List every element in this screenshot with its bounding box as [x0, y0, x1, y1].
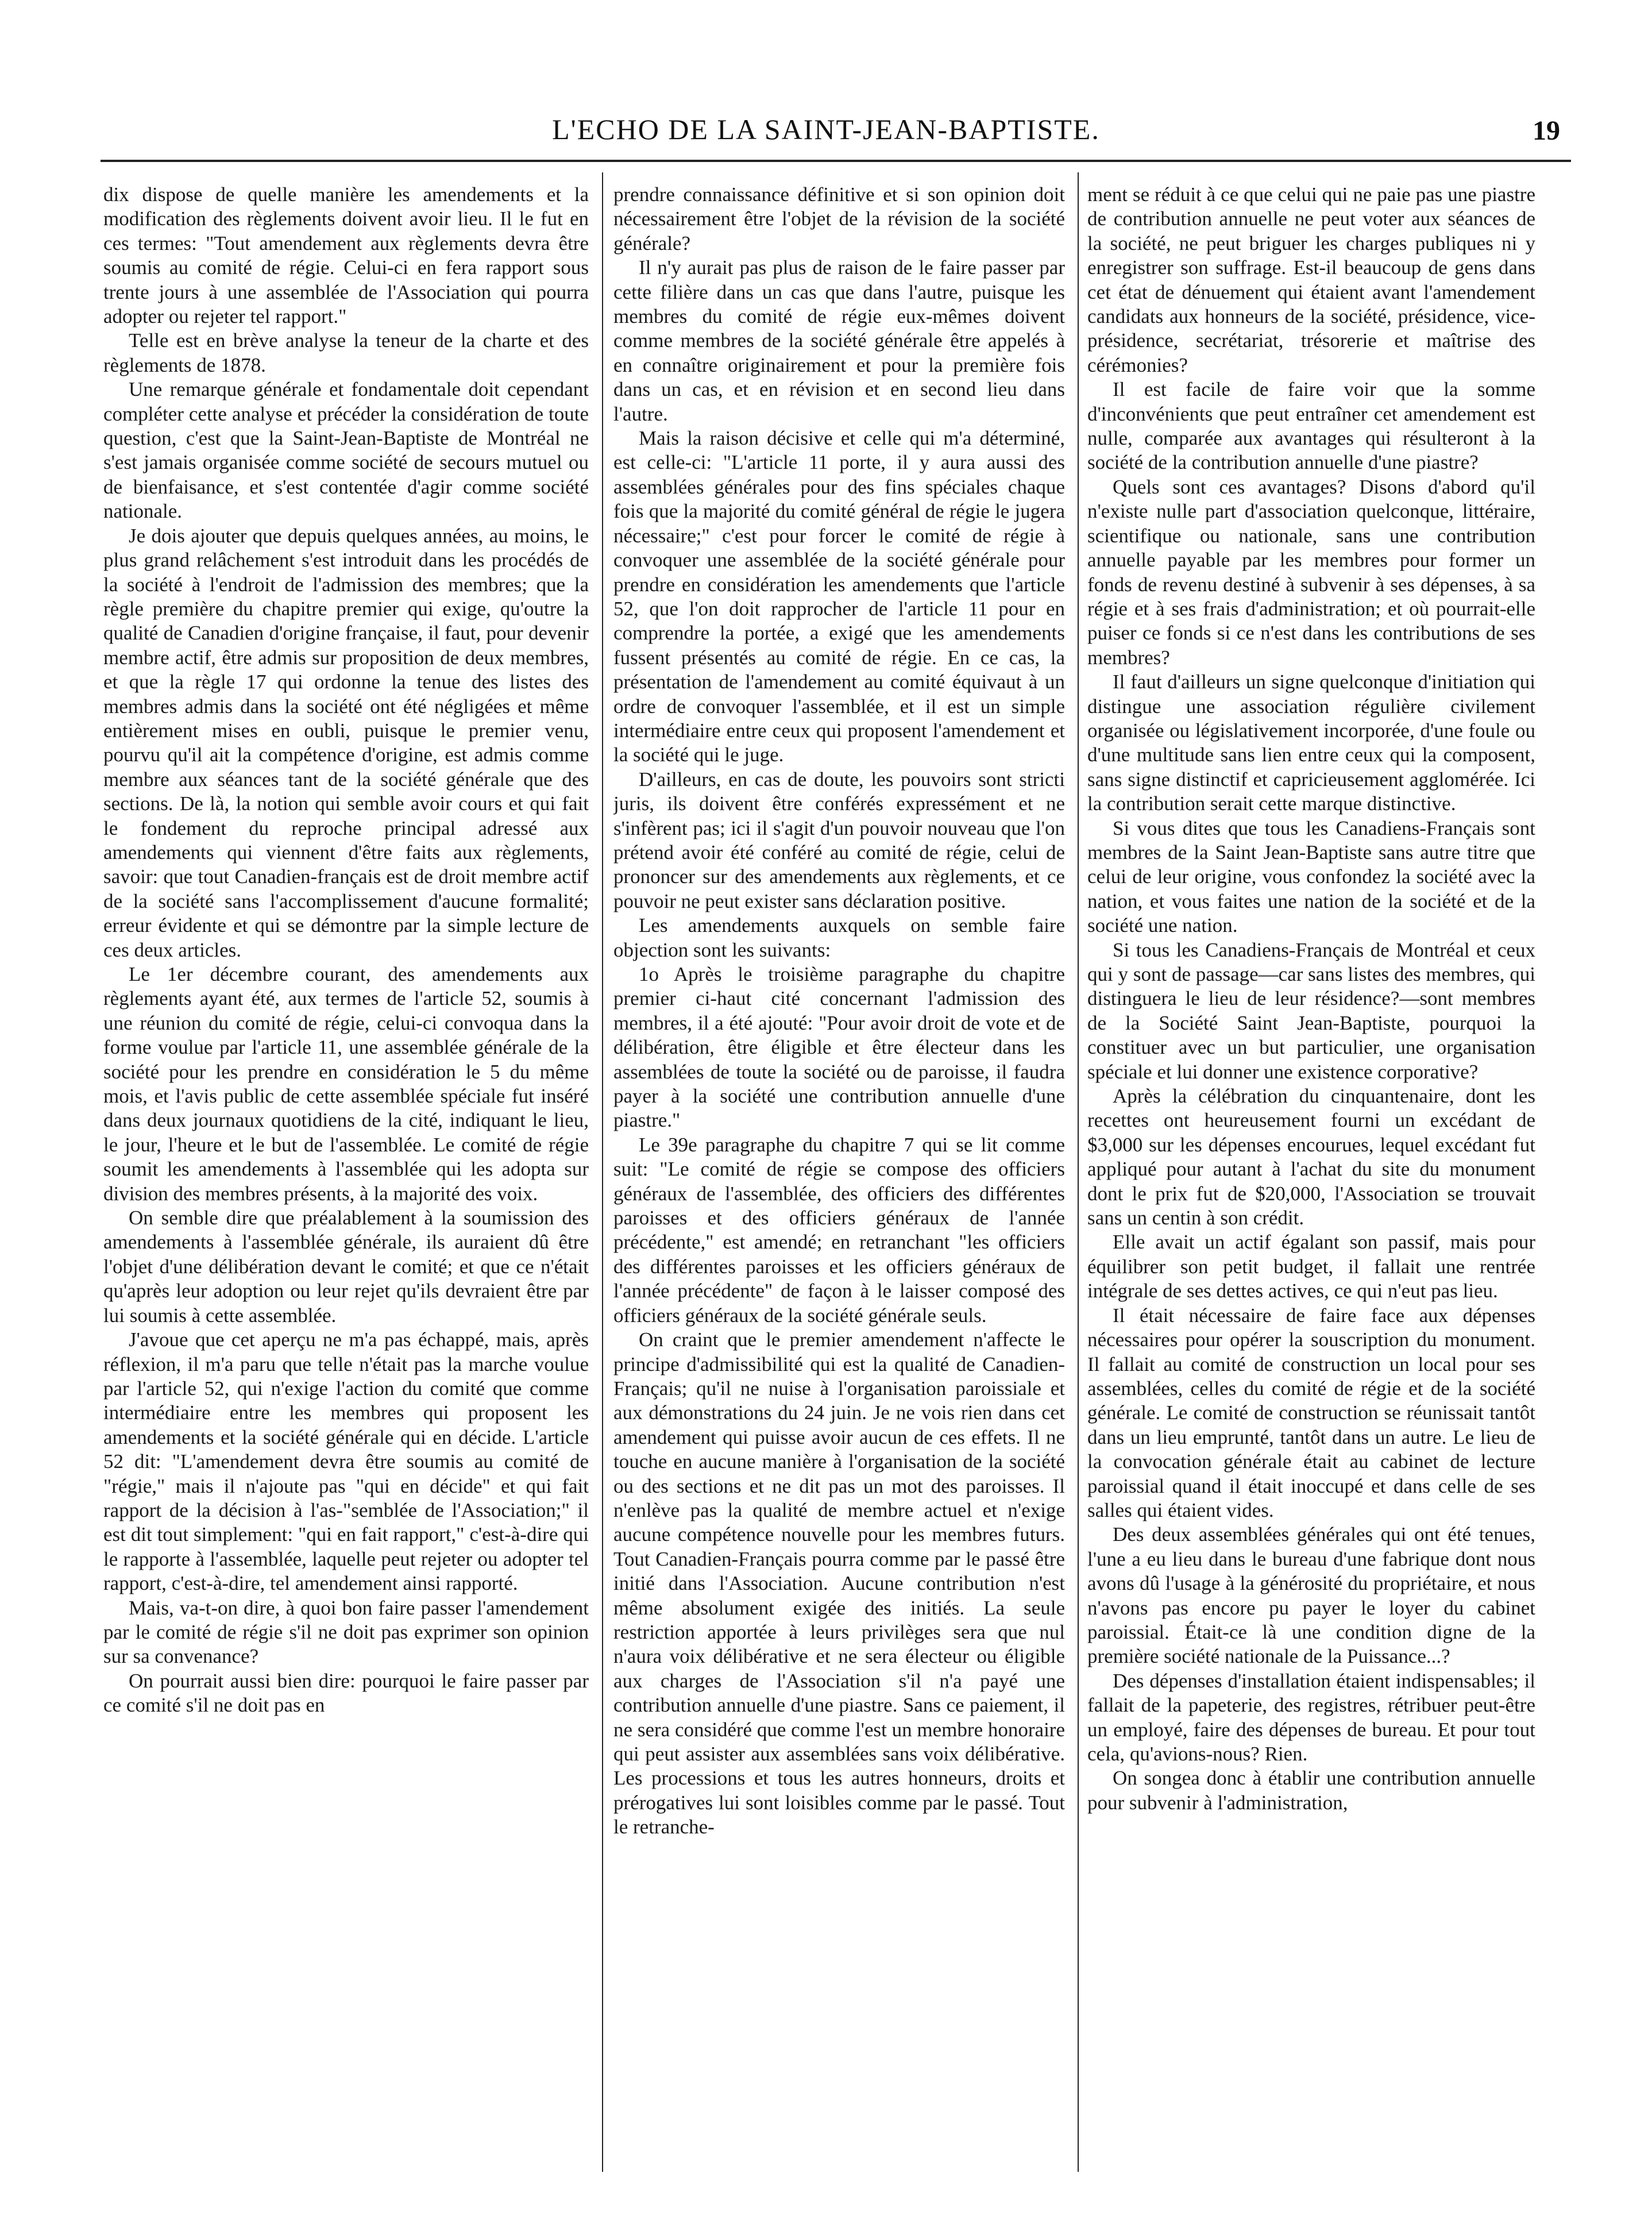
paragraph: Une remarque générale et fondamentale doit cependant compléter cette analyse et précéder la considération de toute question, c'est que la Saint-Jean-Baptiste de Montréal ne s'est jamais organisée comme société de secours mutuel ou de bienfaisance, et s'est contentée d'agir comme société nationale. — [103, 378, 589, 523]
paragraph: On songea donc à établir une contribution annuelle pour subvenir à l'administration, — [1087, 1767, 1535, 1814]
paragraph: D'ailleurs, en cas de doute, les pouvoirs sont stricti juris, ils doivent être conférés expressément et ne s'infèrent pas; ici il s'agit d'un pouvoir nouveau que l'on prétend avoir été conféré au comité de régie, celui de prononcer sur des amendements aux règlements, et ce pouvoir ne peut exister sans déclaration positive. — [613, 768, 1065, 912]
paragraph: Mais la raison décisive et celle qui m'a déterminé, est celle-ci: "L'article 11 porte, il y aura aussi des assemblées générales pour des fins spéciales chaque fois que la majorité du comité général de régie le jugera nécessaire;" c'est pour forcer le comité de régie à convoquer une assemblée de la société générale pour prendre en considération les amendements que l'article 52, que l'on doit rapprocher de l'article 11 pour en comprendre la portée, a exigé que les amendements fussent présentés au comité de régie. En ce cas, la présentation de l'amendement au comité équivaut à un ordre de convoquer l'assemblée, et il est un simple intermédiaire entre ceux qui proposent l'amendement et la société qui le juge. — [613, 427, 1065, 766]
paragraph: Des dépenses d'installation étaient indispensables; il fallait de la papeterie, des registres, rétribuer peut-être un employé, faire des dépenses de bureau. Et pour tout cela, qu'avions-nous? Rien. — [1087, 1669, 1535, 1765]
paragraph: prendre connaissance définitive et si son opinion doit nécessairement être l'objet de la révision de la société générale? — [613, 183, 1065, 255]
header-rule — [101, 160, 1571, 162]
paragraph: Des deux assemblées générales qui ont été tenues, l'une a eu lieu dans le bureau d'une fabrique dont nous avons dû l'usage à la générosité du propriétaire, et nous n'avons pas encore pu payer le loyer du cabinet paroissial. Était-ce là une condition digne de la première société nationale de la Puissance...? — [1087, 1523, 1535, 1668]
paragraph: Elle avait un actif égalant son passif, mais pour équilibrer son petit budget, il fallait une rentrée intégrale de ses dettes actives, ce qui n'eut pas lieu. — [1087, 1231, 1535, 1303]
paragraph: Quels sont ces avantages? Disons d'abord qu'il n'existe nulle part d'association quelconque, littéraire, scientifique ou nationale, sans une contribution annuelle payable par les membres pour former un fonds de revenu destiné à subvenir à ses dépenses, à sa régie et à ses frais d'administration; et où pourrait-elle puiser ce fonds si ce n'est dans les contributions de ses membres? — [1087, 475, 1535, 669]
paragraph: Les amendements auxquels on semble faire objection sont les suivants: — [613, 914, 1065, 961]
paragraph: ment se réduit à ce que celui qui ne paie pas une piastre de contribution annuelle ne peut voter aux séances de la société, ne peut briguer les charges publiques ni y enregistrer son suffrage. Est-il beaucoup de gens dans cet état de dénuement qui étaient avant l'amendement candidats aux honneurs de la société, présidence, vice-présidence, secrétariat, trésorerie et maîtrise des cérémonies? — [1087, 183, 1535, 376]
paragraph: dix dispose de quelle manière les amendements et la modification des règlements doivent avoir lieu. Il le fut en ces termes: "Tout amendement aux règlements devra être soumis au comité de régie. Celui-ci en fera rapport sous trente jours à une assemblée de l'Association qui pourra adopter ou rejeter tel rapport." — [103, 183, 589, 328]
page-number: 19 — [1533, 115, 1560, 146]
text-column-3 — [1087, 183, 1535, 2194]
paragraph: J'avoue que cet aperçu ne m'a pas échappé, mais, après réflexion, il m'a paru que telle n'était pas la marche voulue par l'article 52, qui n'exige l'action du comité que comme intermédiaire entre les membres qui proposent les amendements et la société générale qui en décide. L'article 52 dit: "L'amendement devra être soumis au comité de "régie," mais il n'ajoute pas "qui en décide" et qui fait rapport de la décision à l'as-"semblée de l'Association;" il est dit tout simplement: "qui en fait rapport," c'est-à-dire qui le rapporte à l'assemblée, laquelle peut rejeter ou adopter tel rapport, c'est-à-dire, tel amendement ainsi rapporté. — [103, 1328, 589, 1595]
paragraph: Le 39e paragraphe du chapitre 7 qui se lit comme suit: "Le comité de régie se compose des officiers généraux de l'assemblée, des officiers des différentes paroisses et des officiers généraux de l'année précédente," est amendé; en retranchant "les officiers des différentes paroisses et les officiers généraux de l'année précédente" de façon à le laisser composé des officiers généraux de la société générale seuls. — [613, 1133, 1065, 1327]
column-divider-1 — [602, 172, 603, 2172]
paragraph: Si tous les Canadiens-Français de Montréal et ceux qui y sont de passage—car sans listes des membres, qui distinguera le lieu de leur résidence?—sont membres de la Société Saint Jean-Baptiste, pourquoi la constituer avec un but particulier, une organisation spéciale et lui donner une existence corporative? — [1087, 938, 1535, 1083]
paragraph: Si vous dites que tous les Canadiens-Français sont membres de la Saint Jean-Baptiste sans autre titre que celui de leur origine, vous confondez la société avec la nation, et vous faites une nation de la société et de la société une nation. — [1087, 816, 1535, 937]
paragraph: On craint que le premier amendement n'affecte le principe d'admissibilité qui est la qualité de Canadien-Français; qu'il ne nuise à l'organisation paroissiale et aux démonstrations du 24 juin. Je ne vois rien dans cet amendement qui puisse avoir aucun de ces effets. Il ne touche en aucune manière à l'organisation de la société ou des sections et ne dit pas un mot des paroisses. Il n'enlève pas la qualité de membre actuel et n'exige aucune compétence nouvelle pour les membres futurs. Tout Canadien-Français pourra comme par le passé être initié dans l'Association. Aucune contribution n'est même absolument exigée des initiés. La seule restriction apportée à leurs privilèges sera que nul n'aura voix délibérative et ne sera électeur ou éligible aux charges de l'Association s'il n'a payé une contribution annuelle d'une piastre. Sans ce paiement, il ne sera considéré que comme l'est un membre honoraire qui peut assister aux assemblées sans voix délibérative. Les processions et tous les autres honneurs, droits et prérogatives lui sont loisibles comme par le passé. Tout le retranche- — [613, 1328, 1065, 1839]
paragraph: Il faut d'ailleurs un signe quelconque d'initiation qui distingue une association régulière civilement organisée ou législativement incorporée, d'une foule ou d'une multitude sans lien entre ceux qui la composent, sans signe distinctif et capricieusement agglomérée. Ici la contribution serait cette marque distinctive. — [1087, 671, 1535, 815]
paragraph: On pourrait aussi bien dire: pourquoi le faire passer par ce comité s'il ne doit pas en — [103, 1669, 589, 1717]
page-header-title: L'ECHO DE LA SAINT-JEAN-BAPTISTE. — [552, 113, 1100, 145]
paragraph: Mais, va-t-on dire, à quoi bon faire passer l'amendement par le comité de régie s'il ne doit pas exprimer son opinion sur sa convenance? — [103, 1596, 589, 1668]
paragraph: Il n'y aurait pas plus de raison de le faire passer par cette filière dans un cas que dans l'autre, puisque les membres du comité de régie eux-mêmes doivent comme membres de la société générale être appelés à en connaître originairement et pour la première fois dans un cas, et en révision et en second lieu dans l'autre. — [613, 256, 1065, 425]
paragraph: Le 1er décembre courant, des amendements aux règlements ayant été, aux termes de l'article 52, soumis à une réunion du comité de régie, celui-ci convoqua dans la forme voulue par l'article 11, une assemblée générale de la société pour les prendre en considération le 5 du même mois, et l'avis public de cette assemblée spéciale fut inséré dans deux journaux quotidiens de la cité, indiquant le lieu, le jour, l'heure et le but de l'assemblée. Le comité de régie soumit les amendements à l'assemblée qui les adopta sur division des membres présents, à la majorité des voix. — [103, 963, 589, 1205]
paragraph: Telle est en brève analyse la teneur de la charte et des règlements de 1878. — [103, 329, 589, 376]
paragraph: Je dois ajouter que depuis quelques années, au moins, le plus grand relâchement s'est introduit dans les procédés de la société à l'endroit de l'admission des membres; que la règle première du chapitre premier qui exige, qu'outre la qualité de Canadien d'origine française, il faut, pour devenir membre actif, être admis sur proposition de deux membres, et que la règle 17 qui ordonne la tenue des listes des membres admis dans la société ont été négligées et même entièrement mises en oubli, puisque le premier venu, pourvu qu'il ait la compétence d'origine, est admis comme membre aux séances tant de la société générale que des sections. De là, la notion qui semble avoir cours et qui fait le fondement du reproche principal adressé aux amendements qui viennent d'être faits aux règlements, savoir: que tout Canadien-français est de droit membre actif de la société sans l'accomplissement d'aucune formalité; erreur évidente et qui se démontre par la simple lecture de ces deux articles. — [103, 524, 589, 961]
paragraph: Il est facile de faire voir que la somme d'inconvénients que peut entraîner cet amendement est nulle, comparée aux avantages qui résulteront à la société de la contribution annuelle d'une piastre? — [1087, 378, 1535, 474]
text-column-2 — [613, 183, 1065, 2194]
paragraph: Après la célébration du cinquantenaire, dont les recettes ont heureusement fourni un excédant de $3,000 sur les dépenses encourues, lequel excédant fut appliqué pour autant à l'achat du site du monument dont le prix fut de $20,000, l'Association se trouvait sans un centin à son crédit. — [1087, 1085, 1535, 1230]
column-divider-2 — [1078, 172, 1079, 2172]
text-column-1 — [103, 183, 589, 2194]
paragraph: On semble dire que préalablement à la soumission des amendements à l'assemblée générale, ils auraient dû être l'objet d'une délibération devant le comité; et que ce n'était qu'après leur adoption ou leur rejet qu'ils devraient être par lui soumis à cette assemblée. — [103, 1207, 589, 1327]
paragraph: Il était nécessaire de faire face aux dépenses nécessaires pour opérer la souscription du monument. Il fallait au comité de construction un local pour ses assemblées, celles du comité de régie et de la société générale. Le comité de construction se réunissait tantôt dans un lieu emprunté, tantôt dans un autre. Le lieu de la convocation générale était au cabinet de lecture paroissial quand il était inoccupé et dans celle de ses salles qui étaient vides. — [1087, 1304, 1535, 1521]
paragraph: 1o Après le troisième paragraphe du chapitre premier ci-haut cité concernant l'admission des membres, il a été ajouté: "Pour avoir droit de vote et de délibération, être éligible et être électeur dans les assemblées de toute la société ou de paroisse, il faudra payer à la société une contribution annuelle d'une piastre." — [613, 963, 1065, 1132]
